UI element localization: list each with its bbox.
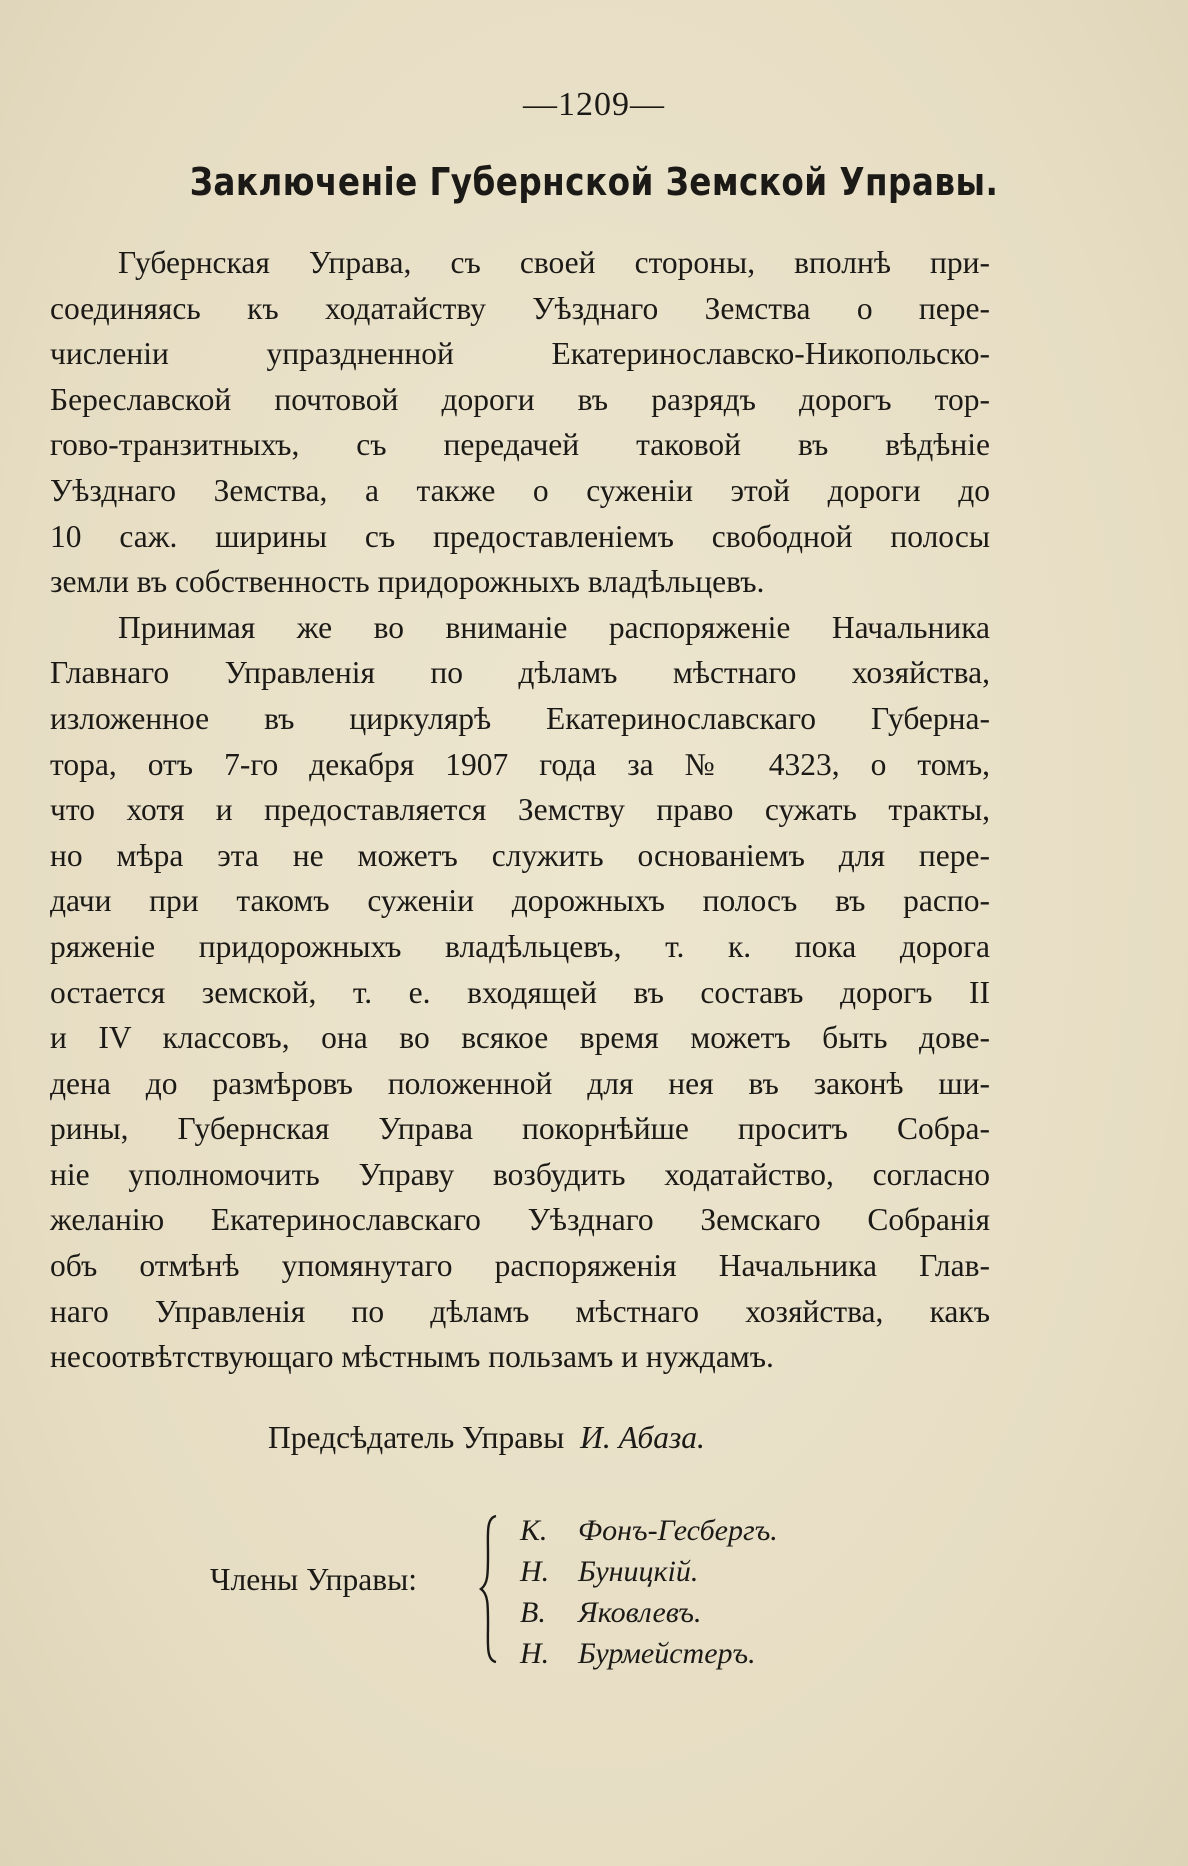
text-line: остается земской, т. е. входящей въ составъ дорогъ II (50, 974, 990, 1010)
member-initial: В. (520, 1596, 546, 1629)
text-line: тора, отъ 7-го декабря 1907 года за № 4323, о томъ, (50, 746, 990, 782)
chairman-label: Предсѣдатель Управы (268, 1420, 565, 1455)
text-line: изложенное въ циркулярѣ Екатеринославскаго Губерна- (50, 700, 990, 736)
member-item (520, 1633, 778, 1674)
text-line: желанію Екатеринославскаго Уѣзднаго Земскаго Собранія (50, 1202, 990, 1238)
text-line: наго Управленія по дѣламъ мѣстнаго хозяйства, какъ (50, 1293, 990, 1329)
members-list (520, 1510, 778, 1674)
text-line: 10 саж. ширины съ предоставленіемъ свободной полосы (50, 518, 990, 554)
text-line: Принимая же во вниманіе распоряженіе Начальника (118, 609, 990, 645)
member-name: Бурмейстеръ. (578, 1637, 756, 1670)
text-line: ряженіе придорожныхъ владѣльцевъ, т. к. пока дорога (50, 928, 990, 964)
page-number: —1209— (523, 86, 665, 123)
member-initial: К. (520, 1514, 548, 1547)
text-line: рины, Губернская Управа покорнѣйше проситъ Собра- (50, 1111, 990, 1147)
paragraph-2 (50, 605, 990, 1380)
member-item (520, 1510, 778, 1551)
chairman-name: И. Абаза. (580, 1420, 705, 1455)
text-line: объ отмѣнѣ упомянутаго распоряженія Начальника Глав- (50, 1248, 990, 1284)
member-item (520, 1551, 778, 1592)
text-line: ніе уполномочить Управу возбудить ходатайство, согласно (50, 1156, 990, 1192)
member-name: Фонъ-Гесбергъ. (578, 1514, 778, 1547)
member-initial: Н. (520, 1555, 550, 1588)
member-name: Буницкій. (578, 1555, 699, 1588)
chairman-signature-line (268, 1420, 705, 1456)
text-line: соединяясь къ ходатайству Уѣзднаго Земства о пере- (50, 290, 990, 326)
member-initial: Н. (520, 1637, 550, 1670)
text-line: дена до размѣровъ положенной для нея въ законѣ ши- (50, 1065, 990, 1101)
text-line: численіи упраздненной Екатеринославско-Никопольско- (50, 336, 990, 372)
text-line: Губернская Управа, съ своей стороны, вполнѣ при- (118, 245, 990, 280)
curly-brace-icon (478, 1514, 502, 1664)
text-line: Уѣзднаго Земства, а также о суженіи этой дороги до (50, 472, 990, 508)
text-line: Береславской почтовой дороги въ разрядъ дорогъ тор- (50, 381, 990, 417)
text-line: земли въ собственность придорожныхъ владѣльцевъ. (50, 564, 765, 600)
text-line: Главнаго Управленія по дѣламъ мѣстнаго хозяйства, (50, 655, 990, 691)
text-line: гово-транзитныхъ, съ передачей таковой въ вѣдѣніе (50, 427, 990, 463)
section-heading: Заключеніе Губернской Земской Управы. (189, 160, 999, 204)
text-line: но мѣра эта не можетъ служить основаніемъ для пере- (50, 837, 990, 873)
body-text (50, 240, 990, 1380)
member-name: Яковлевъ. (578, 1596, 702, 1629)
members-label: Члены Управы: (210, 1562, 417, 1597)
text-line: что хотя и предоставляется Земству право сужать тракты, (50, 792, 990, 828)
text-line: и IV классовъ, она во всякое время можетъ быть дове- (50, 1020, 990, 1056)
text-line: дачи при такомъ суженіи дорожныхъ полосъ въ распо- (50, 883, 990, 919)
text-line: несоотвѣтствующаго мѣстнымъ пользамъ и нуждамъ. (50, 1339, 774, 1375)
paragraph-1 (50, 240, 990, 605)
member-item (520, 1592, 778, 1633)
